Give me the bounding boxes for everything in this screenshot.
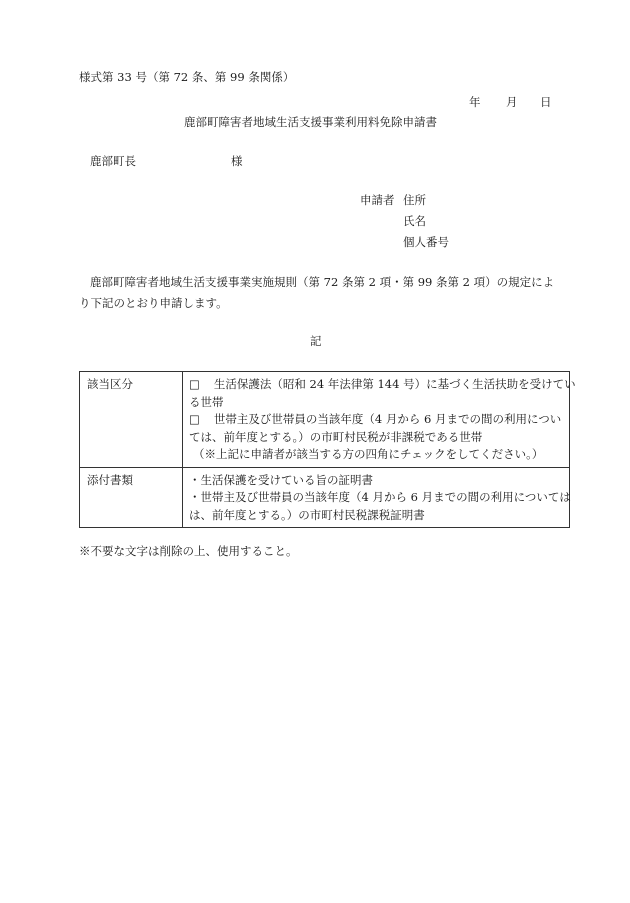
category-content: [183, 372, 576, 468]
attachment-item-2-line2: は、前年度とする。）の市町村民税課税証明書: [189, 507, 425, 522]
body-text-line2: り下記のとおり申請します。: [79, 296, 228, 310]
category-label: 該当区分: [80, 372, 183, 468]
recipient-name: 鹿部町長: [90, 154, 136, 168]
date-month: 月: [506, 95, 518, 109]
applicant-id-label: 個人番号: [403, 235, 449, 249]
table-row-category: [80, 372, 570, 468]
document-title: 鹿部町障害者地域生活支援事業利用料免除申請書: [184, 115, 437, 129]
option-tax-exempt-line2: ては、前年度とする。）の市町村民税が非課税である世帯: [189, 429, 483, 444]
option-welfare-line2: る世帯: [189, 394, 224, 409]
applicant-address-label: 住所: [403, 193, 426, 207]
footnote: ※不要な文字は削除の上、使用すること。: [79, 544, 298, 558]
checkbox-tax-exempt[interactable]: □: [189, 412, 200, 426]
form-number: 様式第 33 号（第 72 条、第 99 条関係）: [79, 70, 295, 84]
attachment-item-2-line1: ・世帯主及び世帯員の当該年度（4 月から 6 月までの間の利用については: [189, 490, 571, 504]
attachments-content: [183, 467, 570, 528]
applicant-name-label: 氏名: [403, 214, 426, 228]
date-day: 日: [540, 95, 552, 109]
category-note: （※上記に申請者が該当する方の四角にチェックをしてください。）: [193, 447, 544, 461]
recipient-honorific: 様: [231, 154, 243, 168]
record-heading: 記: [310, 334, 322, 348]
option-tax-exempt-line1: 世帯主及び世帯員の当該年度（4 月から 6 月までの間の利用につい: [213, 412, 562, 426]
attachments-label: 添付書類: [80, 467, 183, 528]
body-text-line1: 鹿部町障害者地域生活支援事業実施規則（第 72 条第 2 項・第 99 条第 2 項）の規定によ: [90, 275, 555, 289]
application-table: [79, 371, 576, 528]
checkbox-welfare[interactable]: □: [189, 377, 200, 391]
table-row-attachments: [80, 467, 570, 528]
applicant-label: 申請者: [360, 193, 395, 207]
date-year: 年: [469, 95, 481, 109]
attachment-item-1: ・生活保護を受けている旨の証明書: [189, 472, 373, 487]
option-welfare-line1: 生活保護法（昭和 24 年法律第 144 号）に基づく生活扶助を受けてい: [213, 377, 576, 391]
